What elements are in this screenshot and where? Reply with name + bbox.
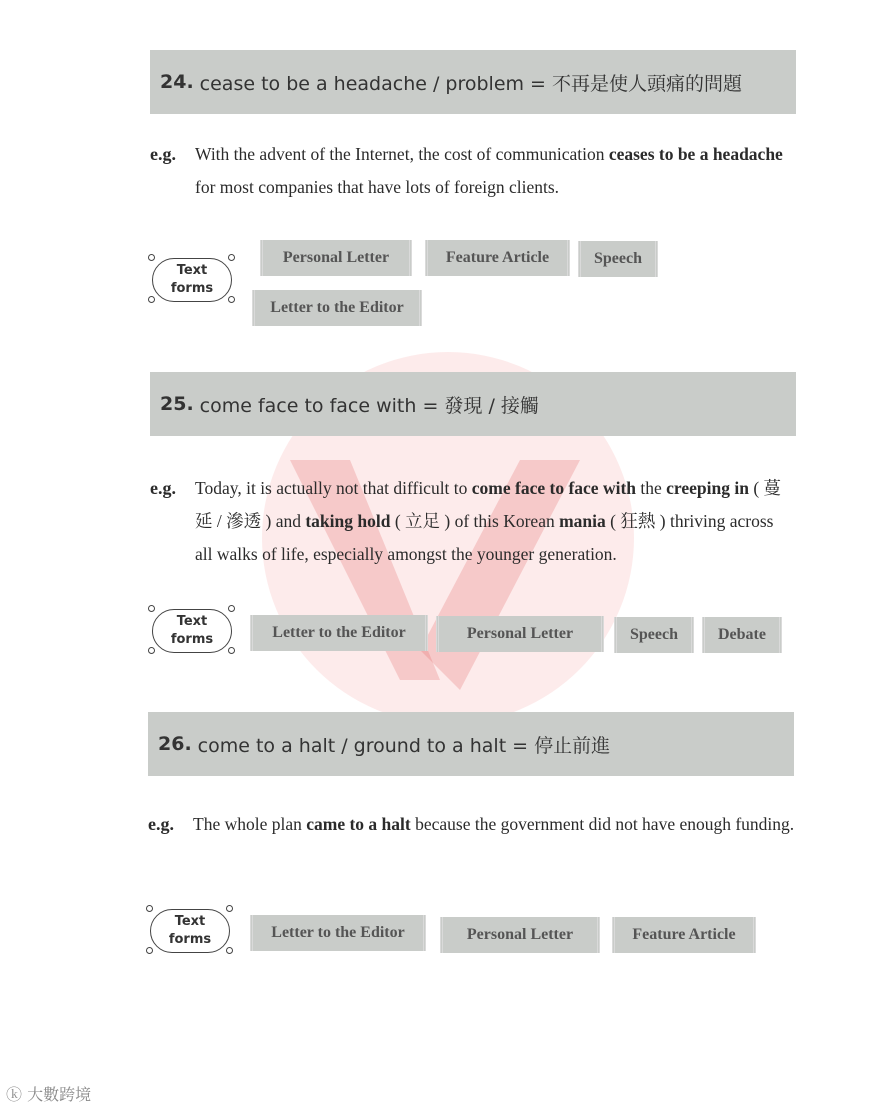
example-25 bbox=[150, 472, 792, 571]
phrase-text: cease to be a headache / problem = 不再是使人頭痛的問題 bbox=[199, 72, 743, 95]
eg-label: e.g. bbox=[148, 814, 174, 834]
phrase-number: 24. bbox=[160, 71, 194, 93]
tag-speech: Speech bbox=[578, 241, 658, 277]
tag-feature-article: Feature Article bbox=[425, 240, 570, 276]
text-forms-badge-26: Text forms bbox=[146, 905, 234, 957]
phrase-number: 25. bbox=[160, 393, 194, 415]
logo-icon: ⓚ bbox=[6, 1085, 23, 1104]
tag-feature-article: Feature Article bbox=[612, 917, 756, 953]
phrase-header-24 bbox=[150, 50, 796, 114]
tag-letter-to-editor: Letter to the Editor bbox=[250, 915, 426, 951]
phrase-header-26 bbox=[148, 712, 794, 776]
tag-personal-letter: Personal Letter bbox=[436, 616, 604, 652]
example-text: Today, it is actually not that difficult to come face to face with the creeping in ( 蔓延 / 滲透 ) and taking hold ( 立足 ) of this Korean mania ( 狂熱 ) thriving across all walks of life, especially amongst the younger generation. bbox=[195, 478, 782, 564]
text-forms-badge-25: Text forms bbox=[148, 605, 236, 657]
text-forms-badge-24: Text forms bbox=[148, 254, 236, 306]
tag-personal-letter: Personal Letter bbox=[260, 240, 412, 276]
phrase-header-25 bbox=[150, 372, 796, 436]
phrase-text: come face to face with = 發現 / 接觸 bbox=[199, 394, 539, 417]
tag-debate: Debate bbox=[702, 617, 782, 653]
tag-letter-to-editor: Letter to the Editor bbox=[252, 290, 422, 326]
tag-speech: Speech bbox=[614, 617, 694, 653]
example-text: The whole plan came to a halt because the government did not have enough funding. bbox=[193, 814, 795, 834]
tag-personal-letter: Personal Letter bbox=[440, 917, 600, 953]
phrase-text: come to a halt / ground to a halt = 停止前進 bbox=[197, 734, 611, 757]
eg-label: e.g. bbox=[150, 478, 176, 498]
tag-letter-to-editor: Letter to the Editor bbox=[250, 615, 428, 651]
example-26 bbox=[148, 808, 796, 841]
footer-logo: ⓚ 大數跨境 bbox=[6, 1085, 92, 1104]
example-text: With the advent of the Internet, the cost of communication ceases to be a headache for most companies that have lots of foreign clients. bbox=[195, 144, 783, 197]
example-24 bbox=[150, 138, 790, 204]
eg-label: e.g. bbox=[150, 144, 176, 164]
phrase-number: 26. bbox=[158, 733, 192, 755]
